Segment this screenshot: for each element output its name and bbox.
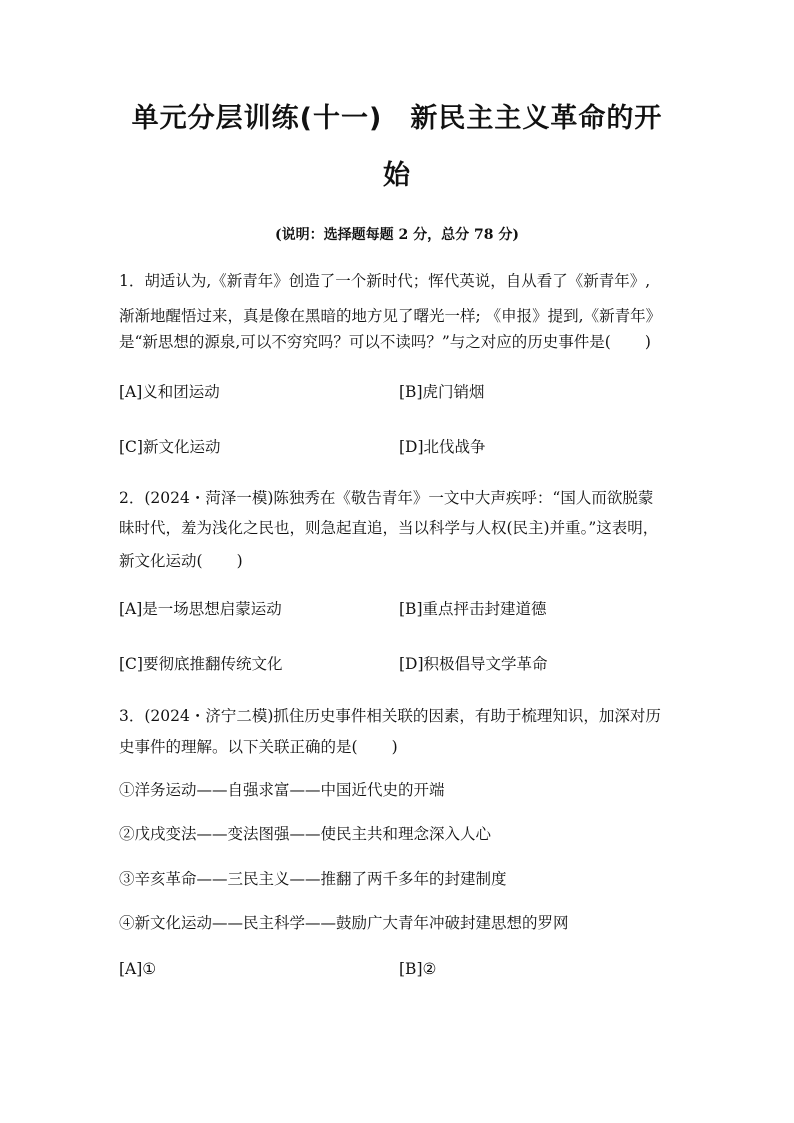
q2-option-a: [A]是一场思想启蒙运动	[119, 600, 282, 618]
q2-option-c: [C]要彻底推翻传统文化	[119, 655, 283, 673]
q3-text-line2: 史事件的理解。以下关联正确的是( )	[119, 738, 398, 756]
q1-text-line1: 1．胡适认为,《新青年》创造了一个新时代；恽代英说，自从看了《新青年》,	[119, 272, 651, 290]
page-title-line1: 单元分层训练(十一) 新民主主义革命的开	[131, 103, 663, 134]
scoring-note: (说明：选择题每题 2 分，总分 78 分)	[275, 227, 519, 243]
q1-option-b: [B]虎门销烟	[399, 383, 485, 401]
q3-item-2: ②戊戌变法——变法图强——使民主共和理念深入人心	[119, 825, 492, 843]
q2-option-d: [D]积极倡导文学革命	[399, 655, 548, 673]
q3-item-3: ③辛亥革命——三民主义——推翻了两千多年的封建制度	[119, 870, 507, 888]
q1-option-c: [C]新文化运动	[119, 438, 221, 456]
q1-text-line2: 渐渐地醒悟过来，真是像在黑暗的地方见了曙光一样; 《申报》提到,《新青年》	[119, 307, 662, 325]
q2-text-line3: 新文化运动( )	[119, 552, 243, 570]
q1-option-d: [D]北伐战争	[399, 438, 486, 456]
q3-text-line1: 3．(2024・济宁二模)抓住历史事件相关联的因素，有助于梳理知识，加深对历	[119, 707, 661, 725]
q1-text-line3: 是“新思想的源泉,可以不穷究吗？可以不读吗？”与之对应的历史事件是( )	[119, 333, 651, 351]
q3-option-a: [A]①	[119, 960, 157, 978]
q1-option-a: [A]义和团运动	[119, 383, 220, 401]
q2-option-b: [B]重点抨击封建道德	[399, 600, 547, 618]
q2-text-line1: 2．(2024・菏泽一模)陈独秀在《敬告青年》一文中大声疾呼：“国人而欲脱蒙	[119, 489, 654, 507]
q2-text-line2: 昧时代，羞为浅化之民也，则急起直追，当以科学与人权(民主)并重。”这表明，	[119, 519, 659, 537]
page-title-line2: 始	[383, 160, 411, 191]
q3-option-b: [B]②	[399, 960, 437, 978]
q3-item-4: ④新文化运动——民主科学——鼓励广大青年冲破封建思想的罗网	[119, 914, 569, 932]
q3-item-1: ①洋务运动——自强求富——中国近代史的开端	[119, 781, 445, 799]
